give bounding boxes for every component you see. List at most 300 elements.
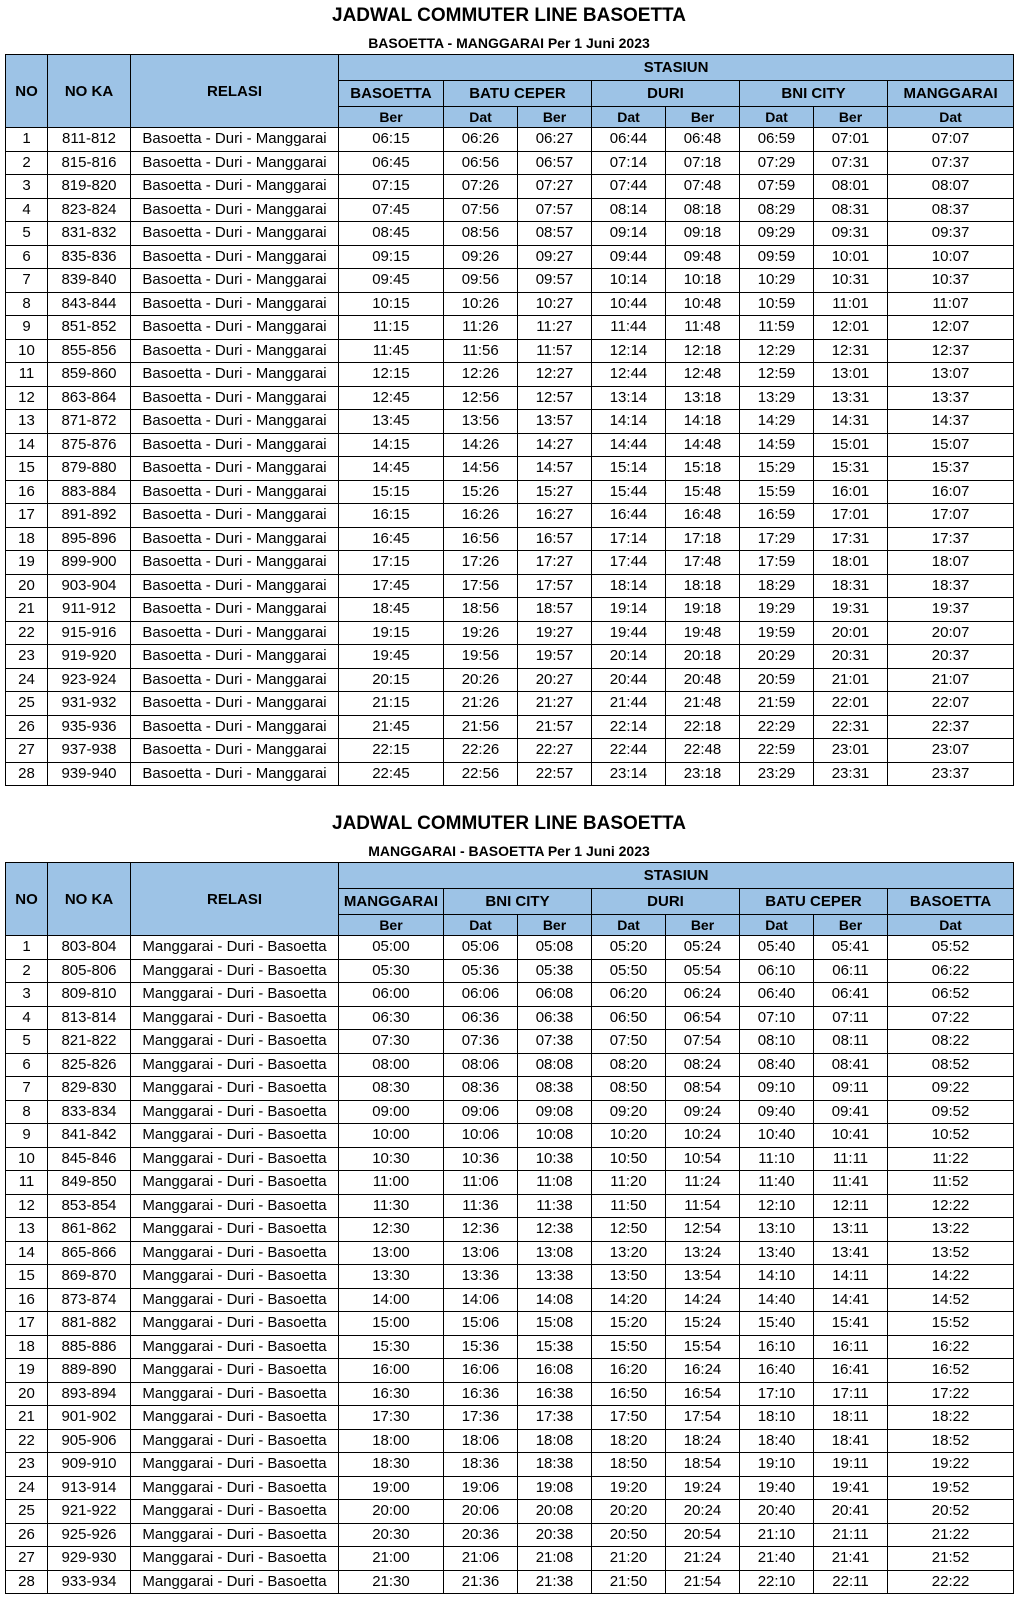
cell-time: 07:07: [888, 128, 1014, 152]
cell-no: 19: [6, 1359, 48, 1383]
cell-time: 15:37: [888, 457, 1014, 481]
cell-time: 13:56: [444, 410, 518, 434]
cell-time: 19:31: [814, 598, 888, 622]
cell-no: 1: [6, 128, 48, 152]
cell-time: 18:10: [740, 1406, 814, 1430]
cell-time: 05:41: [814, 936, 888, 960]
cell-time: 19:27: [518, 621, 592, 645]
cell-time: 12:57: [518, 386, 592, 410]
table-row: [6, 1406, 1014, 1430]
cell-no-ka: 893-894: [48, 1382, 131, 1406]
table-row: [6, 1053, 1014, 1077]
cell-no-ka: 829-830: [48, 1077, 131, 1101]
cell-time: 21:22: [888, 1523, 1014, 1547]
table-row: [6, 410, 1014, 434]
schedule-table: [5, 862, 1014, 1594]
cell-time: 21:56: [444, 715, 518, 739]
cell-time: 13:01: [814, 363, 888, 387]
table-row: [6, 668, 1014, 692]
cell-time: 18:37: [888, 574, 1014, 598]
cell-time: 10:15: [339, 292, 444, 316]
cell-time: 22:31: [814, 715, 888, 739]
cell-no-ka: 889-890: [48, 1359, 131, 1383]
cell-no-ka: 841-842: [48, 1124, 131, 1148]
cell-time: 15:48: [666, 480, 740, 504]
cell-no: 16: [6, 480, 48, 504]
cell-time: 11:30: [339, 1194, 444, 1218]
cell-time: 06:38: [518, 1006, 592, 1030]
cell-time: 10:30: [339, 1147, 444, 1171]
cell-time: 18:40: [740, 1429, 814, 1453]
cell-time: 06:26: [444, 128, 518, 152]
cell-time: 12:11: [814, 1194, 888, 1218]
cell-no-ka: 833-834: [48, 1100, 131, 1124]
cell-time: 19:20: [592, 1476, 666, 1500]
cell-no-ka: 819-820: [48, 175, 131, 199]
cell-time: 20:48: [666, 668, 740, 692]
cell-time: 17:56: [444, 574, 518, 598]
cell-time: 15:00: [339, 1312, 444, 1336]
cell-time: 13:07: [888, 363, 1014, 387]
cell-no: 4: [6, 1006, 48, 1030]
cell-time: 14:26: [444, 433, 518, 457]
table-row: [6, 1523, 1014, 1547]
header-no: NO: [6, 863, 48, 936]
table-row: [6, 480, 1014, 504]
cell-time: 12:54: [666, 1218, 740, 1242]
cell-time: 05:24: [666, 936, 740, 960]
cell-time: 09:44: [592, 245, 666, 269]
cell-time: 05:54: [666, 959, 740, 983]
cell-time: 22:18: [666, 715, 740, 739]
cell-time: 13:50: [592, 1265, 666, 1289]
cell-no: 20: [6, 1382, 48, 1406]
table-row: [6, 598, 1014, 622]
header-stasiun: STASIUN: [339, 863, 1014, 889]
cell-time: 11:10: [740, 1147, 814, 1171]
cell-time: 13:57: [518, 410, 592, 434]
cell-time: 17:27: [518, 551, 592, 575]
cell-time: 11:20: [592, 1171, 666, 1195]
cell-relasi: Manggarai - Duri - Basoetta: [131, 1265, 339, 1289]
cell-time: 08:10: [740, 1030, 814, 1054]
cell-no-ka: 905-906: [48, 1429, 131, 1453]
cell-time: 23:01: [814, 739, 888, 763]
cell-time: 11:45: [339, 339, 444, 363]
cell-time: 07:29: [740, 151, 814, 175]
cell-time: 17:11: [814, 1382, 888, 1406]
cell-time: 09:29: [740, 222, 814, 246]
cell-time: 16:06: [444, 1359, 518, 1383]
cell-time: 10:37: [888, 269, 1014, 293]
cell-time: 15:18: [666, 457, 740, 481]
cell-no: 23: [6, 1453, 48, 1477]
cell-time: 09:08: [518, 1100, 592, 1124]
cell-time: 07:31: [814, 151, 888, 175]
cell-time: 08:06: [444, 1053, 518, 1077]
cell-time: 19:10: [740, 1453, 814, 1477]
cell-time: 15:20: [592, 1312, 666, 1336]
cell-time: 19:56: [444, 645, 518, 669]
cell-time: 06:57: [518, 151, 592, 175]
cell-no: 3: [6, 175, 48, 199]
cell-time: 16:24: [666, 1359, 740, 1383]
cell-time: 08:57: [518, 222, 592, 246]
cell-time: 22:27: [518, 739, 592, 763]
cell-time: 11:36: [444, 1194, 518, 1218]
table-row: [6, 1124, 1014, 1148]
cell-time: 17:45: [339, 574, 444, 598]
cell-time: 11:07: [888, 292, 1014, 316]
cell-no: 21: [6, 598, 48, 622]
cell-time: 10:18: [666, 269, 740, 293]
cell-relasi: Basoetta - Duri - Manggarai: [131, 621, 339, 645]
cell-time: 16:38: [518, 1382, 592, 1406]
cell-time: 19:26: [444, 621, 518, 645]
cell-relasi: Manggarai - Duri - Basoetta: [131, 1218, 339, 1242]
cell-time: 13:40: [740, 1241, 814, 1265]
cell-no: 20: [6, 574, 48, 598]
cell-time: 21:00: [339, 1547, 444, 1571]
cell-time: 05:30: [339, 959, 444, 983]
cell-relasi: Manggarai - Duri - Basoetta: [131, 1100, 339, 1124]
table-row: [6, 1241, 1014, 1265]
cell-time: 21:52: [888, 1547, 1014, 1571]
cell-time: 10:52: [888, 1124, 1014, 1148]
cell-relasi: Basoetta - Duri - Manggarai: [131, 527, 339, 551]
table-row: [6, 457, 1014, 481]
cell-time: 07:01: [814, 128, 888, 152]
cell-time: 15:07: [888, 433, 1014, 457]
cell-relasi: Manggarai - Duri - Basoetta: [131, 1476, 339, 1500]
cell-time: 11:11: [814, 1147, 888, 1171]
cell-time: 22:11: [814, 1570, 888, 1594]
cell-time: 09:59: [740, 245, 814, 269]
cell-time: 21:10: [740, 1523, 814, 1547]
cell-no-ka: 911-912: [48, 598, 131, 622]
cell-time: 14:48: [666, 433, 740, 457]
cell-time: 21:36: [444, 1570, 518, 1594]
cell-time: 13:54: [666, 1265, 740, 1289]
cell-time: 10:38: [518, 1147, 592, 1171]
cell-time: 07:27: [518, 175, 592, 199]
cell-time: 18:31: [814, 574, 888, 598]
table-row: [6, 363, 1014, 387]
cell-time: 07:30: [339, 1030, 444, 1054]
cell-time: 18:56: [444, 598, 518, 622]
cell-time: 06:52: [888, 983, 1014, 1007]
cell-no: 14: [6, 433, 48, 457]
cell-time: 08:00: [339, 1053, 444, 1077]
cell-time: 06:48: [666, 128, 740, 152]
cell-time: 06:15: [339, 128, 444, 152]
cell-time: 10:08: [518, 1124, 592, 1148]
cell-time: 16:00: [339, 1359, 444, 1383]
cell-no: 18: [6, 1335, 48, 1359]
table-row: [6, 1006, 1014, 1030]
cell-time: 06:41: [814, 983, 888, 1007]
cell-time: 15:08: [518, 1312, 592, 1336]
cell-no: 12: [6, 1194, 48, 1218]
cell-time: 13:45: [339, 410, 444, 434]
cell-time: 20:41: [814, 1500, 888, 1524]
cell-relasi: Basoetta - Duri - Manggarai: [131, 245, 339, 269]
cell-time: 22:56: [444, 762, 518, 786]
cell-relasi: Manggarai - Duri - Basoetta: [131, 1030, 339, 1054]
cell-no-ka: 873-874: [48, 1288, 131, 1312]
cell-time: 12:30: [339, 1218, 444, 1242]
cell-time: 17:18: [666, 527, 740, 551]
cell-no: 17: [6, 504, 48, 528]
cell-time: 17:44: [592, 551, 666, 575]
cell-no-ka: 901-902: [48, 1406, 131, 1430]
table-row: [6, 245, 1014, 269]
cell-relasi: Manggarai - Duri - Basoetta: [131, 1171, 339, 1195]
cell-time: 11:40: [740, 1171, 814, 1195]
cell-time: 16:59: [740, 504, 814, 528]
schedule-title: JADWAL COMMUTER LINE BASOETTA: [332, 5, 686, 26]
header-ber-dat: Ber: [814, 915, 888, 936]
header-ber-dat: Ber: [814, 107, 888, 128]
cell-time: 21:44: [592, 692, 666, 716]
cell-no-ka: 931-932: [48, 692, 131, 716]
cell-relasi: Manggarai - Duri - Basoetta: [131, 1288, 339, 1312]
cell-time: 19:37: [888, 598, 1014, 622]
cell-time: 13:08: [518, 1241, 592, 1265]
cell-relasi: Basoetta - Duri - Manggarai: [131, 574, 339, 598]
cell-time: 18:01: [814, 551, 888, 575]
cell-time: 10:24: [666, 1124, 740, 1148]
cell-no: 24: [6, 668, 48, 692]
cell-time: 21:40: [740, 1547, 814, 1571]
cell-time: 20:40: [740, 1500, 814, 1524]
cell-time: 05:40: [740, 936, 814, 960]
cell-time: 12:14: [592, 339, 666, 363]
cell-no-ka: 921-922: [48, 1500, 131, 1524]
cell-time: 11:22: [888, 1147, 1014, 1171]
cell-time: 09:27: [518, 245, 592, 269]
cell-time: 23:29: [740, 762, 814, 786]
cell-no-ka: 883-884: [48, 480, 131, 504]
cell-time: 09:00: [339, 1100, 444, 1124]
cell-no: 26: [6, 1523, 48, 1547]
cell-time: 18:06: [444, 1429, 518, 1453]
cell-time: 22:26: [444, 739, 518, 763]
table-row: [6, 983, 1014, 1007]
cell-time: 22:48: [666, 739, 740, 763]
cell-relasi: Basoetta - Duri - Manggarai: [131, 198, 339, 222]
cell-time: 14:37: [888, 410, 1014, 434]
cell-time: 21:06: [444, 1547, 518, 1571]
cell-time: 22:10: [740, 1570, 814, 1594]
cell-time: 15:41: [814, 1312, 888, 1336]
cell-time: 10:00: [339, 1124, 444, 1148]
cell-relasi: Basoetta - Duri - Manggarai: [131, 715, 339, 739]
header-ber-dat: Ber: [666, 915, 740, 936]
header-ber-dat: Ber: [518, 107, 592, 128]
cell-time: 19:48: [666, 621, 740, 645]
header-stasiun: STASIUN: [339, 55, 1014, 81]
cell-time: 10:29: [740, 269, 814, 293]
cell-relasi: Manggarai - Duri - Basoetta: [131, 1523, 339, 1547]
cell-no: 8: [6, 1100, 48, 1124]
table-row: [6, 1147, 1014, 1171]
cell-no-ka: 851-852: [48, 316, 131, 340]
cell-time: 18:18: [666, 574, 740, 598]
cell-time: 06:40: [740, 983, 814, 1007]
header-no: NO: [6, 55, 48, 128]
cell-no: 13: [6, 1218, 48, 1242]
header-station: MANGGARAI: [888, 81, 1014, 107]
cell-time: 23:31: [814, 762, 888, 786]
cell-time: 05:38: [518, 959, 592, 983]
header-ber-dat: Dat: [888, 107, 1014, 128]
cell-time: 08:08: [518, 1053, 592, 1077]
cell-time: 16:40: [740, 1359, 814, 1383]
cell-time: 08:29: [740, 198, 814, 222]
cell-relasi: Basoetta - Duri - Manggarai: [131, 480, 339, 504]
cell-time: 21:38: [518, 1570, 592, 1594]
cell-time: 12:29: [740, 339, 814, 363]
cell-time: 20:29: [740, 645, 814, 669]
cell-time: 14:52: [888, 1288, 1014, 1312]
cell-time: 20:27: [518, 668, 592, 692]
cell-no-ka: 935-936: [48, 715, 131, 739]
cell-no-ka: 865-866: [48, 1241, 131, 1265]
table-row: [6, 1171, 1014, 1195]
cell-time: 21:41: [814, 1547, 888, 1571]
cell-no-ka: 869-870: [48, 1265, 131, 1289]
cell-time: 21:27: [518, 692, 592, 716]
cell-relasi: Basoetta - Duri - Manggarai: [131, 433, 339, 457]
cell-time: 11:15: [339, 316, 444, 340]
cell-no-ka: 909-910: [48, 1453, 131, 1477]
cell-time: 06:08: [518, 983, 592, 1007]
cell-time: 21:20: [592, 1547, 666, 1571]
cell-time: 09:06: [444, 1100, 518, 1124]
cell-time: 10:31: [814, 269, 888, 293]
cell-time: 20:31: [814, 645, 888, 669]
cell-time: 18:45: [339, 598, 444, 622]
cell-relasi: Manggarai - Duri - Basoetta: [131, 1570, 339, 1594]
cell-time: 15:14: [592, 457, 666, 481]
cell-relasi: Basoetta - Duri - Manggarai: [131, 128, 339, 152]
cell-time: 11:26: [444, 316, 518, 340]
cell-time: 09:56: [444, 269, 518, 293]
cell-time: 16:30: [339, 1382, 444, 1406]
cell-time: 10:54: [666, 1147, 740, 1171]
table-row: [6, 433, 1014, 457]
header-ber-dat: Ber: [339, 915, 444, 936]
cell-time: 07:26: [444, 175, 518, 199]
cell-time: 10:59: [740, 292, 814, 316]
cell-time: 22:01: [814, 692, 888, 716]
cell-no-ka: 915-916: [48, 621, 131, 645]
cell-time: 19:22: [888, 1453, 1014, 1477]
table-row: [6, 1100, 1014, 1124]
cell-time: 22:07: [888, 692, 1014, 716]
cell-no: 12: [6, 386, 48, 410]
cell-time: 21:26: [444, 692, 518, 716]
header-ber-dat: Dat: [888, 915, 1014, 936]
cell-time: 21:30: [339, 1570, 444, 1594]
cell-no: 9: [6, 316, 48, 340]
cell-time: 22:22: [888, 1570, 1014, 1594]
cell-no: 7: [6, 1077, 48, 1101]
cell-relasi: Manggarai - Duri - Basoetta: [131, 1547, 339, 1571]
cell-time: 05:08: [518, 936, 592, 960]
cell-no: 22: [6, 1429, 48, 1453]
cell-relasi: Basoetta - Duri - Manggarai: [131, 645, 339, 669]
cell-no-ka: 859-860: [48, 363, 131, 387]
cell-no: 6: [6, 245, 48, 269]
cell-time: 21:54: [666, 1570, 740, 1594]
cell-time: 17:50: [592, 1406, 666, 1430]
table-row: [6, 1265, 1014, 1289]
cell-relasi: Basoetta - Duri - Manggarai: [131, 316, 339, 340]
header-station: BASOETTA: [888, 889, 1014, 915]
cell-time: 15:44: [592, 480, 666, 504]
cell-time: 21:50: [592, 1570, 666, 1594]
cell-time: 21:59: [740, 692, 814, 716]
cell-no: 6: [6, 1053, 48, 1077]
cell-relasi: Basoetta - Duri - Manggarai: [131, 457, 339, 481]
cell-time: 13:22: [888, 1218, 1014, 1242]
table-row: [6, 1453, 1014, 1477]
cell-time: 12:38: [518, 1218, 592, 1242]
cell-relasi: Manggarai - Duri - Basoetta: [131, 1006, 339, 1030]
cell-time: 08:56: [444, 222, 518, 246]
cell-time: 22:15: [339, 739, 444, 763]
cell-time: 23:07: [888, 739, 1014, 763]
cell-time: 16:50: [592, 1382, 666, 1406]
cell-time: 18:36: [444, 1453, 518, 1477]
cell-time: 20:44: [592, 668, 666, 692]
cell-time: 14:22: [888, 1265, 1014, 1289]
table-row: [6, 269, 1014, 293]
table-row: [6, 1030, 1014, 1054]
cell-time: 21:11: [814, 1523, 888, 1547]
table-row: [6, 762, 1014, 786]
cell-relasi: Basoetta - Duri - Manggarai: [131, 269, 339, 293]
cell-time: 15:26: [444, 480, 518, 504]
cell-time: 09:22: [888, 1077, 1014, 1101]
schedule-table-body: [6, 936, 1014, 1594]
cell-time: 10:50: [592, 1147, 666, 1171]
cell-time: 20:24: [666, 1500, 740, 1524]
cell-time: 20:52: [888, 1500, 1014, 1524]
cell-time: 20:01: [814, 621, 888, 645]
header-ber-dat: Ber: [518, 915, 592, 936]
cell-time: 21:45: [339, 715, 444, 739]
cell-time: 18:30: [339, 1453, 444, 1477]
cell-time: 20:38: [518, 1523, 592, 1547]
table-row: [6, 621, 1014, 645]
header-no-ka: NO KA: [48, 863, 131, 936]
cell-time: 07:45: [339, 198, 444, 222]
cell-time: 14:56: [444, 457, 518, 481]
cell-no: 8: [6, 292, 48, 316]
cell-time: 20:37: [888, 645, 1014, 669]
cell-time: 15:29: [740, 457, 814, 481]
cell-time: 23:14: [592, 762, 666, 786]
cell-time: 19:52: [888, 1476, 1014, 1500]
cell-time: 10:14: [592, 269, 666, 293]
cell-no: 3: [6, 983, 48, 1007]
cell-time: 19:57: [518, 645, 592, 669]
cell-time: 08:38: [518, 1077, 592, 1101]
cell-no: 5: [6, 1030, 48, 1054]
